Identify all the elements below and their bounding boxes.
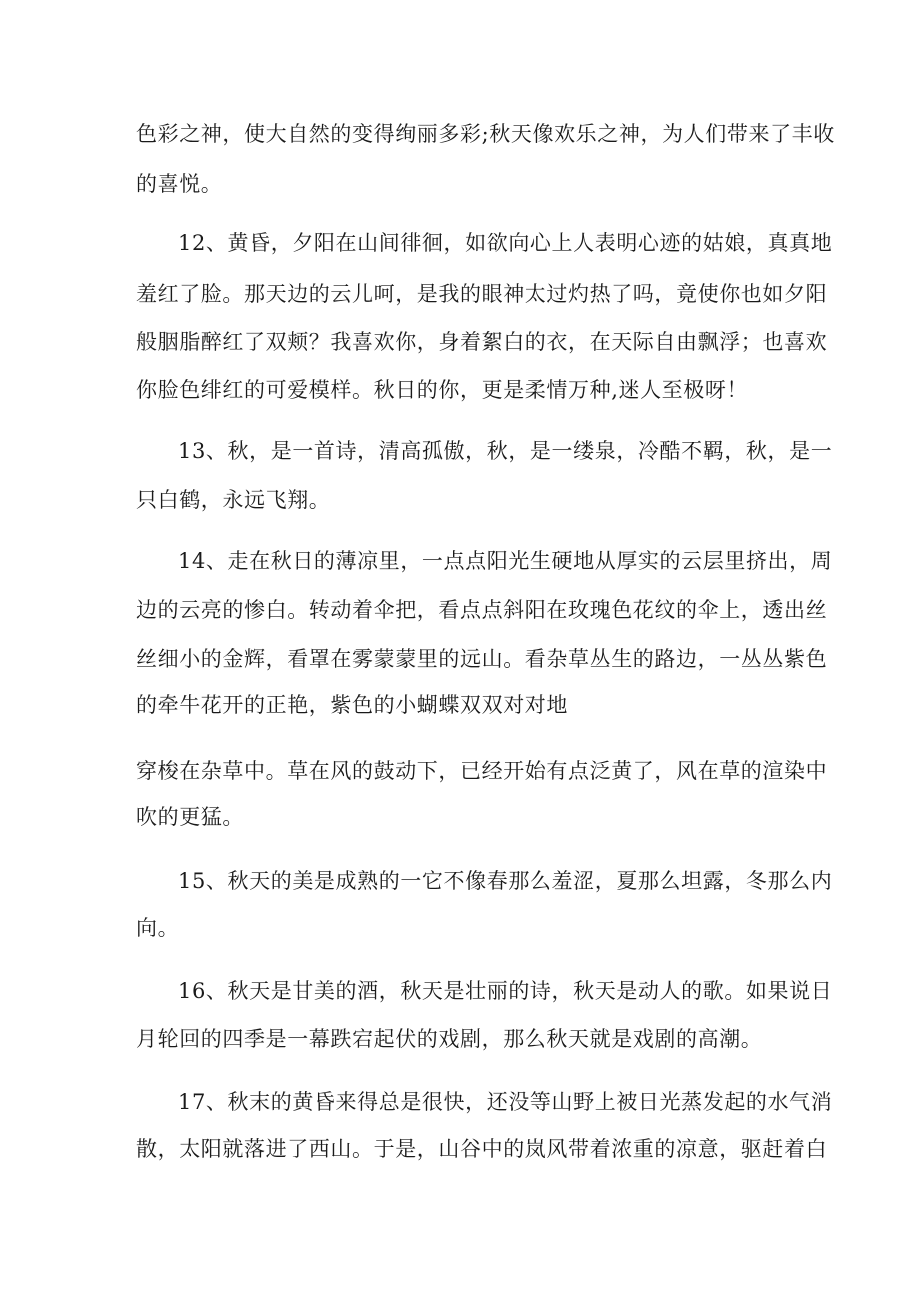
text-line: 散，太阳就落进了西山。于是，山谷中的岚风带着浓重的凉意，驱赶着白: [136, 1137, 828, 1161]
paragraph-15-line: 15、秋天的美是成熟的一它不像春那么羞涩，夏那么坦露，冬那么内: [178, 869, 833, 893]
paragraph-13-line: 13、秋，是一首诗，清高孤傲，秋，是一缕泉，冷酷不羁，秋，是一: [178, 439, 833, 463]
paragraph-12-line: 12、黄昏，夕阳在山间徘徊，如欲向心上人表明心迹的姑娘，真真地: [178, 231, 833, 255]
text-line: 只白鹤，永远飞翔。: [136, 488, 331, 512]
text-line: 羞红了脸。那天边的云儿呵，是我的眼神太过灼热了吗，竟使你也如夕阳: [136, 282, 828, 306]
text-line: 穿梭在杂草中。草在风的鼓动下，已经开始有点泛黄了，风在草的渲染中: [136, 759, 828, 783]
text-line: 你脸色绯红的可爱模样。秋日的你，更是柔情万种,迷人至极呀！: [136, 378, 749, 402]
text-line: 吹的更猛。: [136, 805, 244, 829]
paragraph-14-line: 14、走在秋日的薄凉里，一点点阳光生硬地从厚实的云层里挤出，周: [178, 549, 833, 573]
text-line: 向。: [136, 916, 180, 940]
text-line: 般胭脂醉红了双颊？我喜欢你，身着絮白的衣，在天际自由飘浮；也喜欢: [136, 330, 828, 354]
text-line: 边的云亮的惨白。转动着伞把，看点点斜阳在玫瑰色花纹的伞上，透出丝: [136, 598, 828, 622]
text-line: 丝细小的金辉，看罩在雾蒙蒙里的远山。看杂草丛生的路边，一丛丛紫色: [136, 647, 828, 671]
text-line: 的牵牛花开的正艳，紫色的小蝴蝶双双对对地: [136, 693, 568, 717]
text-line: 的喜悦。: [136, 172, 223, 196]
paragraph-17-line: 17、秋末的黄昏来得总是很快，还没等山野上被日光蒸发起的水气消: [178, 1090, 833, 1114]
text-line: 月轮回的四季是一幕跌宕起伏的戏剧，那么秋天就是戏剧的高潮。: [136, 1027, 763, 1051]
text-line: 色彩之神，使大自然的变得绚丽多彩;秋天像欢乐之神，为人们带来了丰收: [136, 122, 835, 146]
paragraph-16-line: 16、秋天是甘美的酒，秋天是壮丽的诗，秋天是动人的歌。如果说日: [178, 979, 833, 1003]
